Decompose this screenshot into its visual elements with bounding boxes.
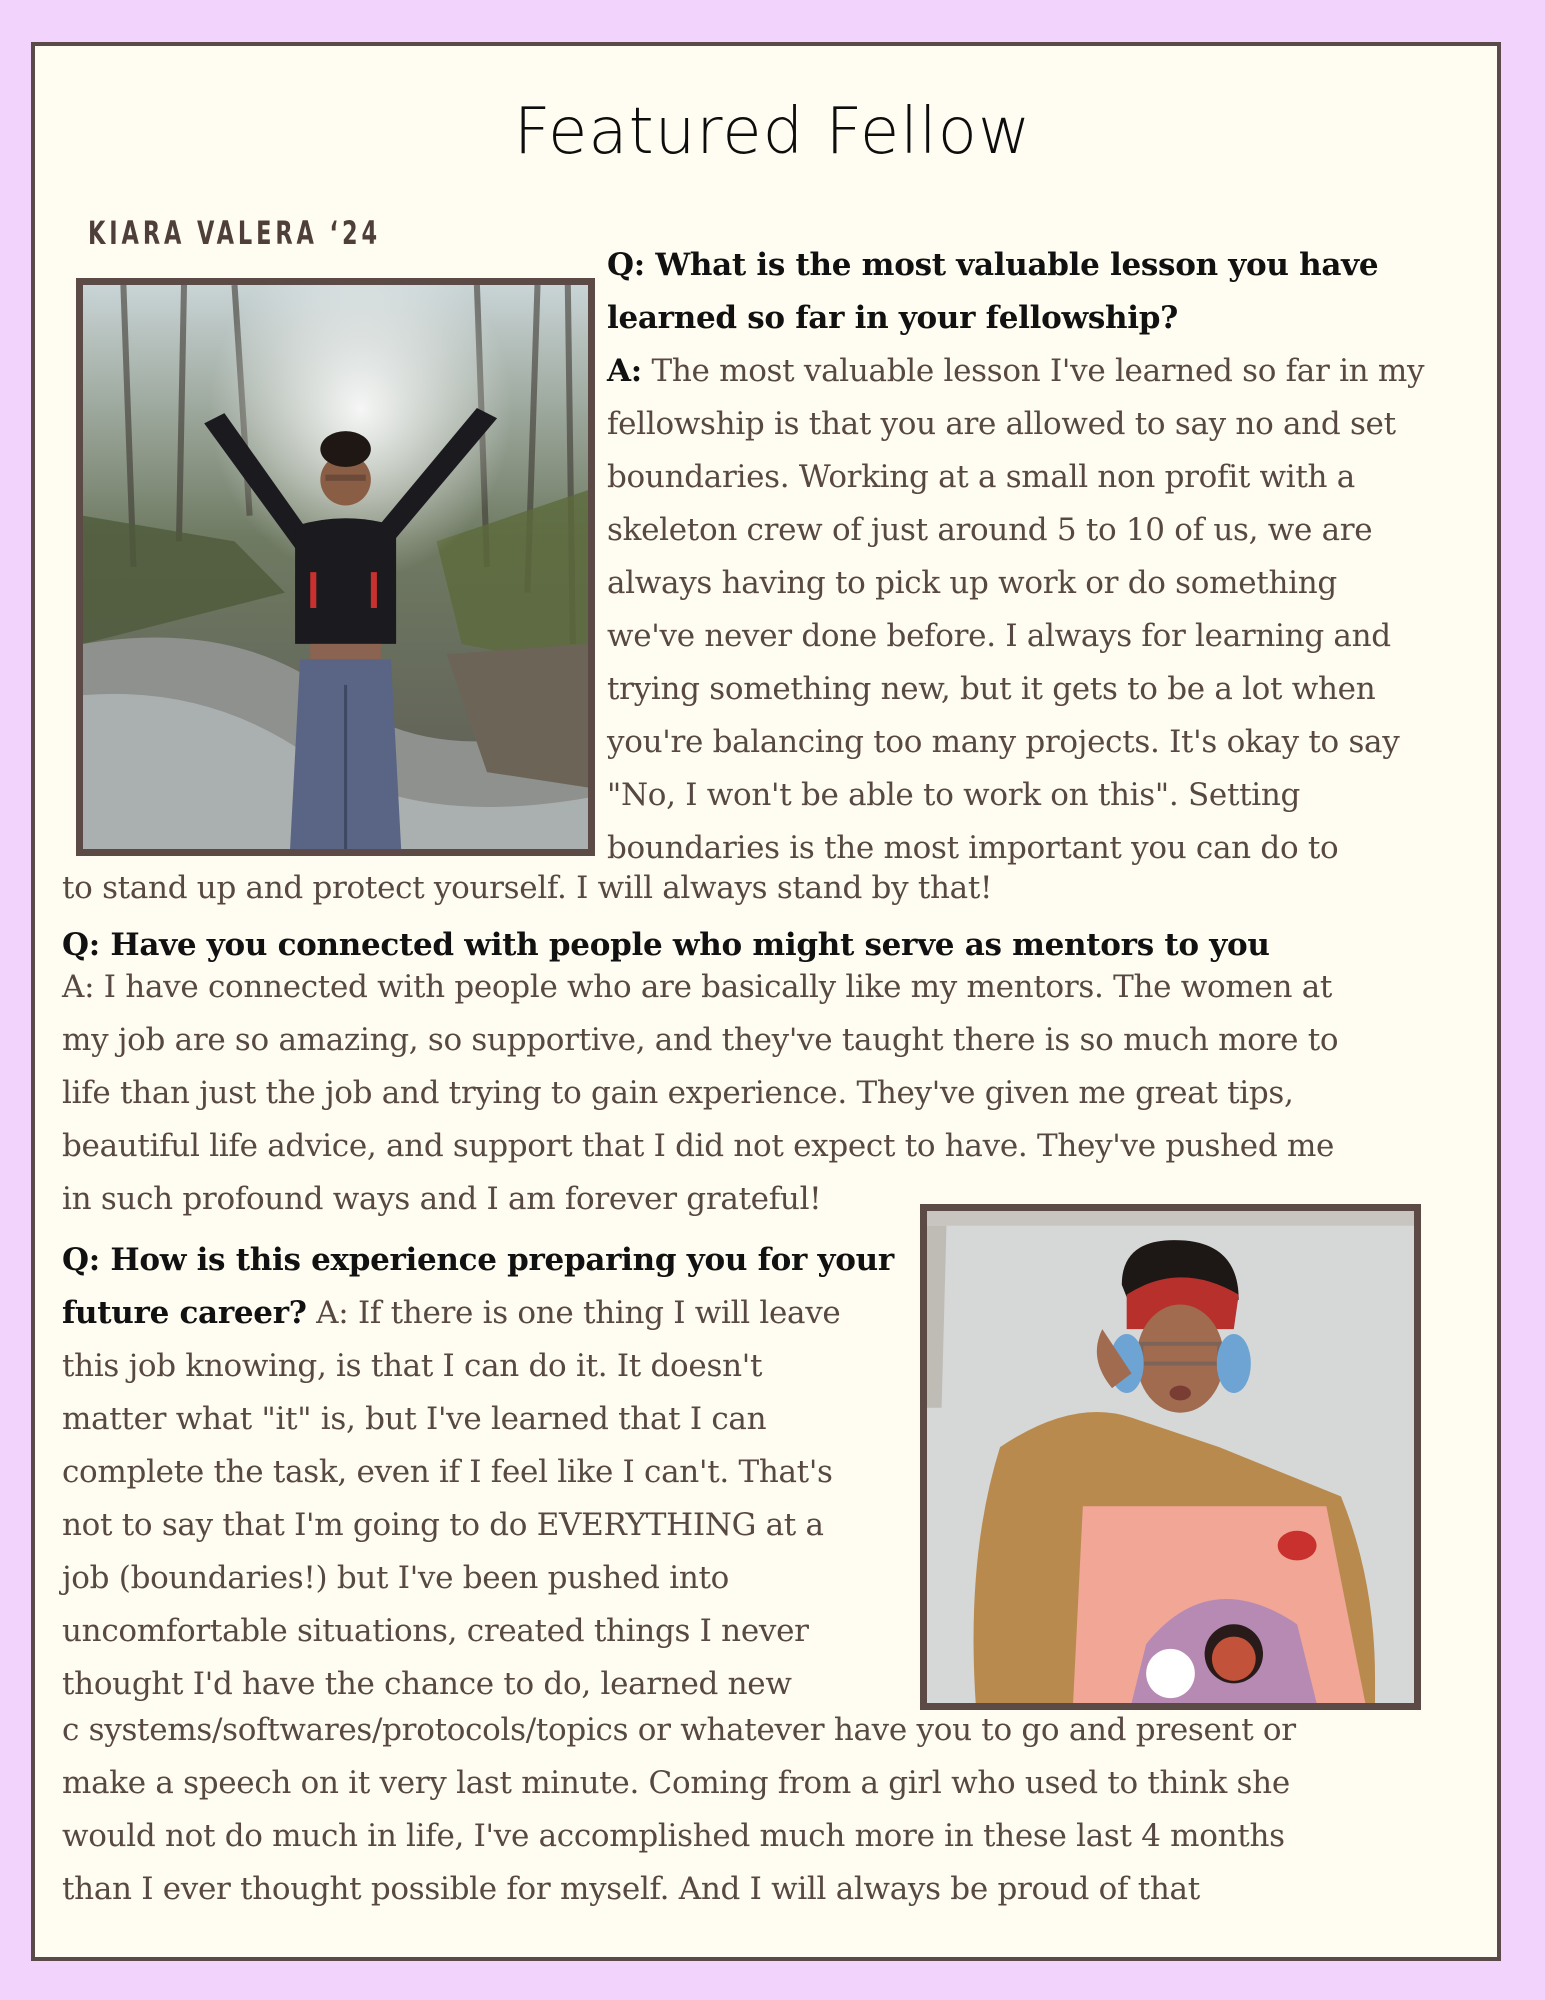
answer-2-line: life than just the job and trying to gain experience. They've given me great tips, <box>62 1075 1294 1111</box>
answer-1-text: The most valuable lesson I've learned so far in my <box>641 353 1425 389</box>
photo-icon <box>927 1211 1414 1703</box>
answer-1-line: fellowship is that you are allowed to say no and set <box>607 406 1396 442</box>
answer-2-line: beautiful life advice, and support that I did not expect to have. They've pushed me <box>62 1128 1335 1164</box>
answer-1-line: skeleton crew of just around 5 to 10 of us, we are <box>607 512 1373 548</box>
answer-3-line: job (boundaries!) but I've been pushed into <box>62 1560 730 1596</box>
answer-3-line: not to say that I'm going to do EVERYTHING at a <box>62 1507 824 1543</box>
answer-3-line: than I ever thought possible for myself. And I will always be proud of that <box>62 1871 1200 1907</box>
answer-3-line: complete the task, even if I feel like I can't. That's <box>62 1454 833 1490</box>
hiking-photo <box>76 278 595 856</box>
answer-3-line: thought I'd have the chance to do, learned new <box>62 1666 792 1702</box>
photo-icon <box>83 285 588 849</box>
question-3-text: future career? <box>62 1295 307 1331</box>
answer-3-line: make a speech on it very last minute. Coming from a girl who used to think she <box>62 1765 1290 1801</box>
answer-3-line: would not do much in life, I've accomplished much more in these last 4 months <box>62 1818 1285 1854</box>
question-2: Q: Have you connected with people who might serve as mentors to you <box>62 927 1270 963</box>
answer-3-line: matter what "it" is, but I've learned that I can <box>62 1401 767 1437</box>
question-1-line-1: Q: What is the most valuable lesson you have <box>607 247 1379 283</box>
answer-3-text: A: If there is one thing I will leave <box>306 1295 841 1331</box>
answer-1-line: to stand up and protect yourself. I will always stand by that! <box>62 870 993 906</box>
answer-3-line: uncomfortable situations, created things I never <box>62 1613 809 1649</box>
answer-1-line: boundaries is the most important you can do to <box>607 830 1339 866</box>
answer-1-line <box>607 351 1424 391</box>
fellow-name: KIARA VALERA ‘24 <box>88 214 381 252</box>
answer-label: A: <box>607 353 642 389</box>
question-3-line-1: Q: How is this experience preparing you for your <box>62 1242 894 1278</box>
answer-1-line: trying something new, but it gets to be a lot when <box>607 671 1376 707</box>
answer-1-line: you're balancing too many projects. It's okay to say <box>607 724 1400 760</box>
answer-2-line: A: I have connected with people who are basically like my mentors. The women at <box>62 969 1333 1005</box>
answer-1-line: boundaries. Working at a small non profit with a <box>607 459 1355 495</box>
answer-1-line: always having to pick up work or do something <box>607 565 1337 601</box>
answer-1-line: "No, I won't be able to work on this". Setting <box>607 777 1301 813</box>
answer-1-line: we've never done before. I always for learning and <box>607 618 1391 654</box>
headphones-photo <box>920 1204 1421 1710</box>
answer-2-line: in such profound ways and I am forever grateful! <box>62 1181 822 1217</box>
question-3-line-2 <box>62 1293 840 1333</box>
answer-2-line: my job are so amazing, so supportive, and they've taught there is so much more to <box>62 1022 1339 1058</box>
page-title: Featured Fellow <box>513 95 1032 169</box>
question-1-line-2: learned so far in your fellowship? <box>607 300 1178 336</box>
answer-3-line: c systems/softwares/protocols/topics or whatever have you to go and present or <box>62 1712 1296 1748</box>
answer-3-line: this job knowing, is that I can do it. It doesn't <box>62 1348 763 1384</box>
